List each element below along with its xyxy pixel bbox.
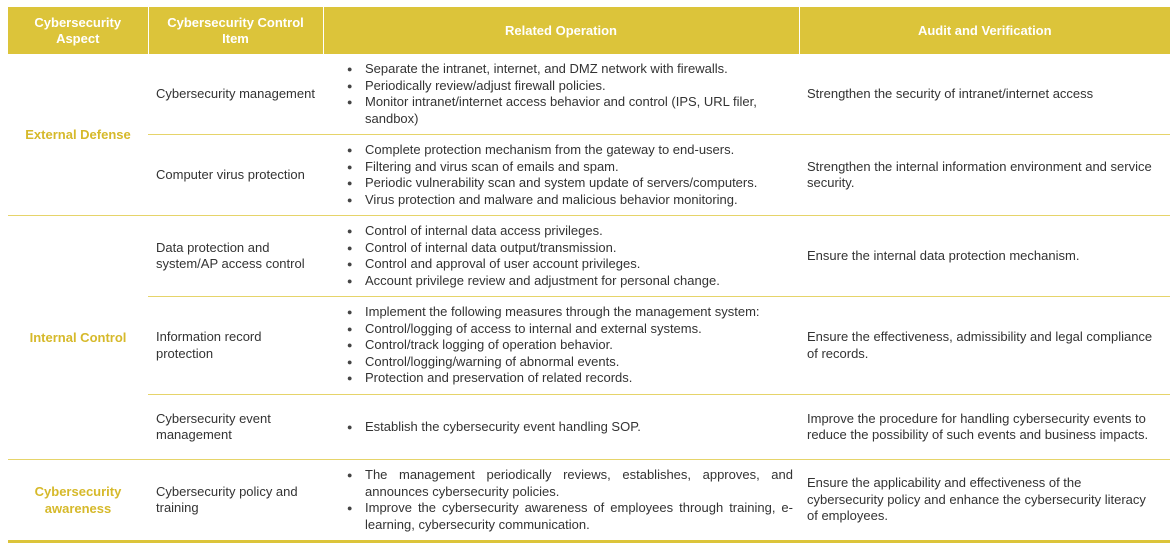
control-item: Computer virus protection bbox=[148, 135, 323, 216]
control-item: Cybersecurity management bbox=[148, 54, 323, 135]
related-operations bbox=[323, 216, 799, 297]
header-aspect: Cybersecurity Aspect bbox=[8, 7, 148, 54]
operation-list bbox=[347, 304, 793, 387]
operation-item: ● Complete protection mechanism from the gateway to end-users. bbox=[347, 142, 793, 159]
audit-verification: Ensure the internal data protection mechanism. bbox=[799, 216, 1170, 297]
table-row bbox=[8, 216, 1170, 297]
operation-item: ● Periodic vulnerability scan and system update of servers/computers. bbox=[347, 175, 793, 192]
aspect-cybersecurity-awareness: Cybersecurity awareness bbox=[8, 460, 148, 542]
related-operations bbox=[323, 395, 799, 460]
operation-item: ● Periodically review/adjust firewall policies. bbox=[347, 78, 793, 95]
control-item: Information record protection bbox=[148, 297, 323, 395]
aspect-internal-control: Internal Control bbox=[8, 216, 148, 460]
related-operations bbox=[323, 54, 799, 135]
aspect-external-defense: External Defense bbox=[8, 54, 148, 216]
operation-list bbox=[347, 142, 793, 208]
audit-verification: Strengthen the security of intranet/internet access bbox=[799, 54, 1170, 135]
control-item: Cybersecurity policy and training bbox=[148, 460, 323, 542]
header-audit-verification: Audit and Verification bbox=[799, 7, 1170, 54]
operation-list bbox=[347, 223, 793, 289]
operation-item: ● Control/track logging of operation behavior. bbox=[347, 337, 793, 354]
header-related-operation: Related Operation bbox=[323, 7, 799, 54]
audit-verification: Ensure the applicability and effectiveness of the cybersecurity policy and enhance the cybersecurity literacy of employees. bbox=[799, 460, 1170, 542]
control-item: Cybersecurity event management bbox=[148, 395, 323, 460]
operation-item: ● The management periodically reviews, establishes, approves, and announces cybersecurity policies. bbox=[347, 467, 793, 500]
table-row bbox=[8, 395, 1170, 460]
operation-item: ● Control and approval of user account privileges. bbox=[347, 256, 793, 273]
audit-verification: Improve the procedure for handling cybersecurity events to reduce the possibility of such events and business impacts. bbox=[799, 395, 1170, 460]
table-header bbox=[8, 7, 1170, 54]
operation-item: ● Virus protection and malware and malicious behavior monitoring. bbox=[347, 192, 793, 209]
table-row bbox=[8, 297, 1170, 395]
table-body bbox=[8, 54, 1170, 542]
operation-item: ● Filtering and virus scan of emails and spam. bbox=[347, 159, 793, 176]
operation-item: ● Control/logging of access to internal and external systems. bbox=[347, 321, 793, 338]
operation-item: ● Implement the following measures through the management system: bbox=[347, 304, 793, 321]
operation-item: ● Account privilege review and adjustment for personal change. bbox=[347, 273, 793, 290]
operation-item: ● Control of internal data output/transmission. bbox=[347, 240, 793, 257]
header-row bbox=[8, 7, 1170, 54]
control-item: Data protection and system/AP access control bbox=[148, 216, 323, 297]
table-row bbox=[8, 460, 1170, 542]
audit-verification: Ensure the effectiveness, admissibility and legal compliance of records. bbox=[799, 297, 1170, 395]
table-row bbox=[8, 135, 1170, 216]
operation-item: ● Improve the cybersecurity awareness of employees through training, e-learning, cybersecurity communication. bbox=[347, 500, 793, 533]
operation-item: ● Protection and preservation of related records. bbox=[347, 370, 793, 387]
operation-item: ● Separate the intranet, internet, and DMZ network with firewalls. bbox=[347, 61, 793, 78]
related-operations bbox=[323, 135, 799, 216]
related-operations bbox=[323, 460, 799, 542]
operation-list bbox=[347, 419, 793, 436]
operation-item: ● Establish the cybersecurity event handling SOP. bbox=[347, 419, 793, 436]
header-control-item: Cybersecurity Control Item bbox=[148, 7, 323, 54]
operation-list bbox=[347, 61, 793, 127]
operation-item: ● Control/logging/warning of abnormal events. bbox=[347, 354, 793, 371]
operation-list bbox=[347, 467, 793, 533]
related-operations bbox=[323, 297, 799, 395]
table-row bbox=[8, 54, 1170, 135]
operation-item: ● Control of internal data access privileges. bbox=[347, 223, 793, 240]
operation-item: ● Monitor intranet/internet access behavior and control (IPS, URL filer, sandbox) bbox=[347, 94, 793, 127]
audit-verification: Strengthen the internal information environment and service security. bbox=[799, 135, 1170, 216]
cybersecurity-table bbox=[8, 7, 1170, 543]
